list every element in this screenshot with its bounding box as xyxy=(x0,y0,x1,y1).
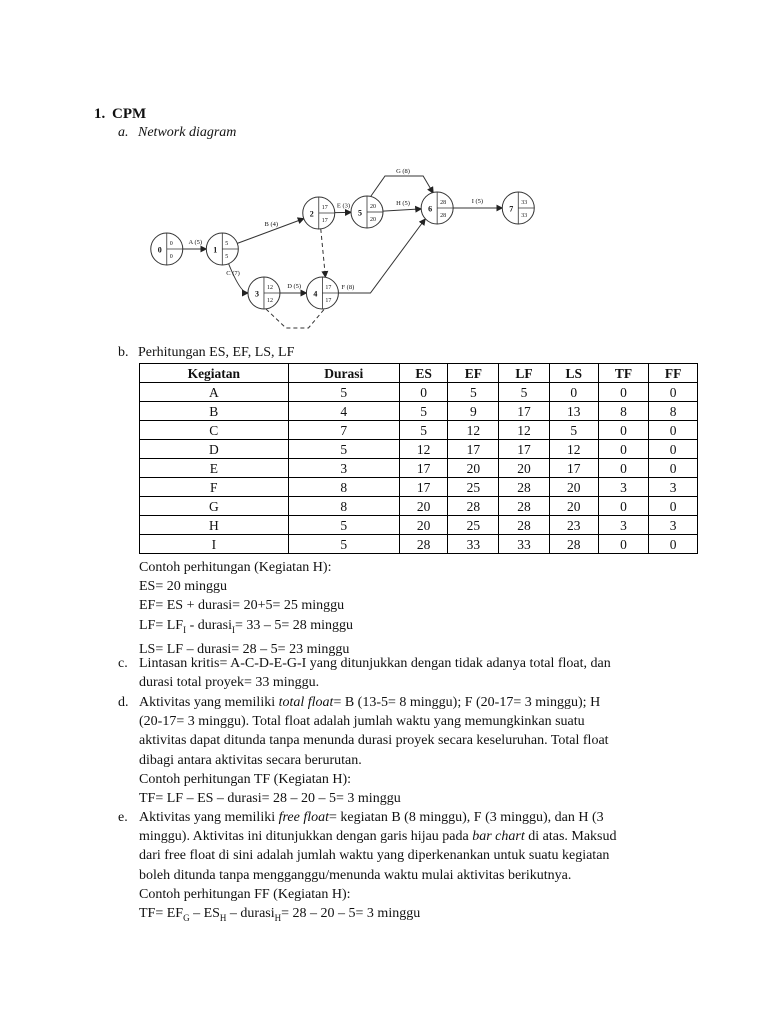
activity-label: B (4) xyxy=(264,221,279,228)
network-diagram xyxy=(140,152,540,340)
table-cell: 20 xyxy=(549,478,598,497)
part-a-heading xyxy=(118,125,236,141)
table-header-cell: EF xyxy=(448,364,499,383)
section-heading xyxy=(94,106,146,123)
event-node-lf: 17 xyxy=(321,218,328,224)
table-cell: 17 xyxy=(499,440,550,459)
activity-arrow xyxy=(371,176,433,196)
table-cell: 0 xyxy=(649,440,698,459)
table-row xyxy=(140,497,698,516)
section-number: 1. xyxy=(94,106,106,122)
event-node-lf: 5 xyxy=(225,254,229,260)
activity-arrow xyxy=(228,263,248,293)
part-c xyxy=(118,654,675,692)
table-cell: 0 xyxy=(649,459,698,478)
part-d-label: d. xyxy=(118,695,129,710)
section-title: CPM xyxy=(112,106,147,122)
table-cell: 17 xyxy=(499,402,550,421)
event-node-lf: 17 xyxy=(325,298,332,304)
event-node-lf: 20 xyxy=(370,217,376,223)
table-cell: 0 xyxy=(598,535,649,554)
table-cell: A xyxy=(140,383,289,402)
event-node-lf: 12 xyxy=(266,298,273,304)
table-cell: 28 xyxy=(499,478,550,497)
part-e-line: Aktivitas yang memiliki free float= kegiatan B (8 minggu), F (3 minggu), dan H (3 xyxy=(139,810,604,825)
table-cell: 0 xyxy=(649,497,698,516)
event-node xyxy=(206,233,238,265)
event-node-id: 3 xyxy=(254,289,259,299)
event-node-es: 33 xyxy=(521,200,528,206)
table-cell: 5 xyxy=(549,421,598,440)
table-cell: 3 xyxy=(649,516,698,535)
table-cell: 25 xyxy=(448,478,499,497)
activity-label: F (8) xyxy=(341,284,355,291)
table-header-cell: LF xyxy=(499,364,550,383)
part-e-line: minggu). Aktivitas ini ditunjukkan dengan garis hijau pada bar chart di atas. Maksud xyxy=(139,829,617,845)
table-cell: 0 xyxy=(649,383,698,402)
table-cell: I xyxy=(140,535,289,554)
activity-label: D (5) xyxy=(287,283,302,290)
table-cell: 5 xyxy=(288,440,399,459)
part-e-line: dari free float di sini adalah jumlah waktu yang diperkenankan untuk suatu kegiatan xyxy=(139,848,610,864)
example-h-title: Contoh perhitungan (Kegiatan H): xyxy=(139,560,332,575)
activity-label: E (3) xyxy=(336,202,351,210)
event-node-es: 0 xyxy=(169,241,173,247)
event-node-es: 17 xyxy=(321,205,328,211)
event-node-lf: 0 xyxy=(169,254,173,260)
example-h-ls: LS= LF – durasi= 28 – 5= 23 minggu xyxy=(139,641,350,657)
part-c-line: Lintasan kritis= A-C-D-E-G-I yang ditunjukkan dengan tidak adanya total float, dan xyxy=(139,656,611,671)
table-cell: 5 xyxy=(399,402,448,421)
table-row xyxy=(140,421,698,440)
table-cell: 0 xyxy=(549,383,598,402)
table-row xyxy=(140,535,698,554)
table-cell: 28 xyxy=(448,497,499,516)
table-header-cell: LS xyxy=(549,364,598,383)
table-cell: 0 xyxy=(598,459,649,478)
event-node xyxy=(502,192,534,224)
table-cell: 8 xyxy=(598,402,649,421)
event-node xyxy=(421,192,453,224)
table-header-cell: TF xyxy=(598,364,649,383)
table-cell: 28 xyxy=(499,516,550,535)
table-cell: 23 xyxy=(549,516,598,535)
table-cell: D xyxy=(140,440,289,459)
event-node-es: 12 xyxy=(266,285,273,291)
table-cell: C xyxy=(140,421,289,440)
table-cell: 17 xyxy=(399,459,448,478)
activity-arrow xyxy=(383,209,421,211)
cpm-table xyxy=(139,363,698,554)
table-cell: 3 xyxy=(598,478,649,497)
part-e xyxy=(118,808,675,928)
part-b-heading xyxy=(118,345,294,361)
table-cell: 0 xyxy=(598,383,649,402)
table-cell: 9 xyxy=(448,402,499,421)
table-cell: 20 xyxy=(399,516,448,535)
event-node-id: 5 xyxy=(358,208,362,218)
part-d-line: (20-17= 3 minggu). Total float adalah jumlah waktu yang memungkinkan suatu xyxy=(139,714,585,730)
table-cell: 8 xyxy=(288,497,399,516)
table-cell: 5 xyxy=(399,421,448,440)
table-cell: 25 xyxy=(448,516,499,535)
event-node xyxy=(351,196,383,228)
event-node xyxy=(303,197,335,229)
dummy-activity-arrow xyxy=(321,229,326,277)
event-node xyxy=(151,233,183,265)
table-header-cell: FF xyxy=(649,364,698,383)
activity-label: G (8) xyxy=(396,168,410,175)
table-cell: 0 xyxy=(598,421,649,440)
table-cell: 28 xyxy=(399,535,448,554)
table-cell: 28 xyxy=(549,535,598,554)
part-e-line: boleh ditunda tanpa mengganggu/menunda waktu mulai aktivitas berikutnya. xyxy=(139,867,572,883)
table-cell: G xyxy=(140,497,289,516)
event-node-es: 20 xyxy=(370,204,376,210)
table-cell: B xyxy=(140,402,289,421)
part-e-label: e. xyxy=(118,810,128,825)
part-c-line: durasi total proyek= 33 minggu. xyxy=(139,675,320,691)
part-b-label: b. xyxy=(118,345,129,360)
table-cell: 0 xyxy=(598,440,649,459)
table-cell: 20 xyxy=(399,497,448,516)
part-e-example-title: Contoh perhitungan FF (Kegiatan H): xyxy=(139,886,351,902)
part-d-line: dibagi antara aktivitas secara berurutan. xyxy=(139,752,362,768)
table-cell: 13 xyxy=(549,402,598,421)
table-cell: 0 xyxy=(598,497,649,516)
event-node-id: 2 xyxy=(309,209,314,219)
table-cell: 17 xyxy=(448,440,499,459)
example-h-ef: EF= ES + durasi= 20+5= 25 minggu xyxy=(139,598,345,614)
table-cell: 5 xyxy=(448,383,499,402)
table-header-cell: ES xyxy=(399,364,448,383)
table-cell: 3 xyxy=(288,459,399,478)
part-d-line: Aktivitas yang memiliki total float= B (13-5= 8 minggu); F (20-17= 3 minggu); H xyxy=(139,695,601,710)
part-c-label: c. xyxy=(118,656,128,671)
table-cell: 5 xyxy=(288,535,399,554)
table-cell: 5 xyxy=(288,383,399,402)
event-node-es: 17 xyxy=(325,285,332,291)
table-cell: H xyxy=(140,516,289,535)
table-row xyxy=(140,383,698,402)
table-cell: 7 xyxy=(288,421,399,440)
activity-label: H (5) xyxy=(396,200,410,207)
table-cell: 17 xyxy=(549,459,598,478)
example-h-es: ES= 20 minggu xyxy=(139,579,228,595)
table-cell: 20 xyxy=(549,497,598,516)
table-row xyxy=(140,459,698,478)
table-cell: 12 xyxy=(499,421,550,440)
table-cell: F xyxy=(140,478,289,497)
table-cell: 28 xyxy=(499,497,550,516)
table-cell: 33 xyxy=(499,535,550,554)
part-e-example-formula: $TF= EF_G - ES_H$ – durasi$_H$= 28 – 20 – 5= 3 minggu xyxy=(139,906,421,923)
table-cell: 5 xyxy=(288,516,399,535)
event-node-lf: 33 xyxy=(521,213,528,219)
table-header-row xyxy=(140,364,698,383)
part-d-example-title: Contoh perhitungan TF (Kegiatan H): xyxy=(139,771,352,787)
table-cell: 0 xyxy=(649,535,698,554)
part-b-title: Perhitungan ES, EF, LS, LF xyxy=(138,345,295,360)
table-cell: 0 xyxy=(649,421,698,440)
event-node-es: 28 xyxy=(440,200,447,206)
table-row xyxy=(140,478,698,497)
part-d-line: aktivitas dapat ditunda tanpa menunda durasi proyek secara keseluruhan. Total float xyxy=(139,733,609,749)
event-node-id: 1 xyxy=(213,245,218,255)
event-node xyxy=(306,277,338,309)
table-cell: 20 xyxy=(499,459,550,478)
activity-arrow xyxy=(338,219,425,293)
table-cell: 20 xyxy=(448,459,499,478)
table-cell: 0 xyxy=(399,383,448,402)
table-header-cell: Kegiatan xyxy=(140,364,289,383)
event-node xyxy=(248,277,280,309)
part-d xyxy=(118,693,675,808)
part-a-label: a. xyxy=(118,125,129,140)
event-node-lf: 28 xyxy=(440,213,447,219)
table-cell: 4 xyxy=(288,402,399,421)
table-cell: 12 xyxy=(448,421,499,440)
event-node-id: 0 xyxy=(157,245,162,255)
table-cell: 5 xyxy=(499,383,550,402)
table-cell: 12 xyxy=(399,440,448,459)
dummy-activity-arrow xyxy=(266,309,324,328)
event-node-id: 7 xyxy=(509,204,514,214)
table-cell: 33 xyxy=(448,535,499,554)
table-cell: 8 xyxy=(649,402,698,421)
table-row xyxy=(140,516,698,535)
table-row xyxy=(140,402,698,421)
table-cell: 12 xyxy=(549,440,598,459)
activity-label: I (5) xyxy=(471,198,484,205)
table-cell: 3 xyxy=(649,478,698,497)
activity-label: A (5) xyxy=(188,239,203,246)
table-cell: E xyxy=(140,459,289,478)
example-h-lf: $LF= LF_I$ - durasi$_I$= 33 – 5= 28 minggu xyxy=(139,617,354,635)
table-cell: 8 xyxy=(288,478,399,497)
example-h xyxy=(139,558,353,659)
table-row xyxy=(140,440,698,459)
table-header-cell: Durasi xyxy=(288,364,399,383)
event-node-id: 4 xyxy=(313,289,318,299)
part-a-title: Network diagram xyxy=(138,125,237,140)
table-cell: 3 xyxy=(598,516,649,535)
activity-label: C (7) xyxy=(226,270,240,277)
table-cell: 17 xyxy=(399,478,448,497)
part-d-example-formula: TF= LF – ES – durasi= 28 – 20 – 5= 3 minggu xyxy=(139,791,401,807)
event-node-es: 5 xyxy=(225,241,229,247)
event-node-id: 6 xyxy=(428,204,433,214)
